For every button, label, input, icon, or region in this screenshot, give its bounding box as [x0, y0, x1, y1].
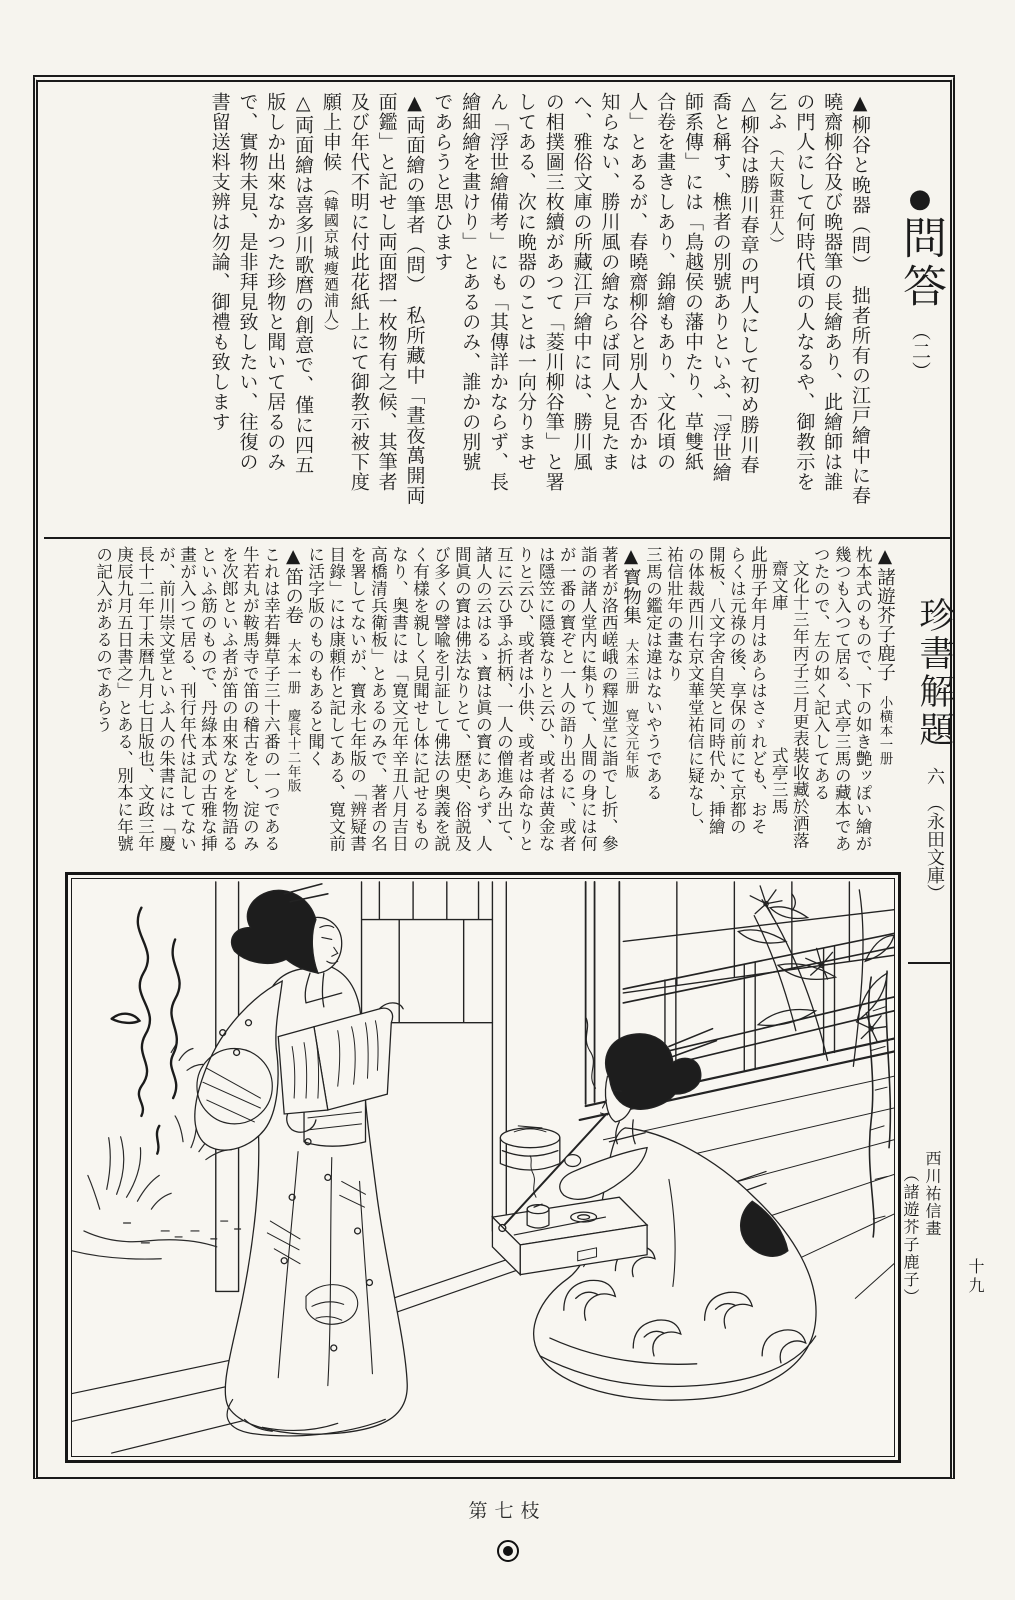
calligraphy-inscription [112, 908, 180, 1154]
text-column: 目錄」には康頼作と記してある、寛文前 [326, 546, 346, 852]
text-segment: 小横本一册 [876, 681, 893, 766]
text-segment: 珍書解題 [914, 597, 954, 749]
standing-woman-figure [195, 884, 407, 1436]
text-column: 繪細繪を畫けり」とあるのみ、誰かの別號 [459, 92, 482, 472]
text-column: く有樣を親しく見聞せし体に記せるもの [410, 546, 430, 852]
text-column: 幾つも入つて居る、式亭三馬の藏本であ [832, 546, 852, 852]
text-segment: 大本三册 寛文元年版 [622, 624, 639, 779]
text-column: に活字版のものもあると聞く [305, 546, 325, 767]
text-segment: 六 （永田文庫） [924, 749, 945, 902]
text-segment: 大本一册 慶長十二年版 [284, 624, 301, 793]
text-column: 書留送料支辨は勿論、御禮も致します [208, 92, 231, 432]
text-column: 喬と稱す、樵者の別號ありといふ、「浮世繪 [709, 92, 732, 483]
entry-title [874, 546, 896, 862]
text-segment: （大阪畫狂人） [767, 132, 786, 253]
text-column: 開板、八文字舍自笑と同時代か、挿繪 [706, 546, 726, 835]
text-column: であらうと思ひます [431, 92, 454, 272]
qa-section [44, 92, 952, 538]
text-column: といふ筋のもので、丹綠本式の古雅な挿 [198, 546, 218, 852]
text-segment: ▲笛の卷 [282, 546, 304, 625]
illustration-caption-artist: 西川祐信畫 [923, 1150, 942, 1238]
bibliography-header [898, 545, 952, 975]
section-divider-rule [44, 537, 952, 539]
header-underline-rule [908, 962, 950, 964]
text-column: 長十二年丁未曆九月七日版也、文政三年 [135, 546, 155, 852]
footer-title: 第七枝 [468, 1500, 547, 1522]
text-column: 互に云ひ爭ふ折柄、一人の僧進み出て、 [494, 546, 514, 852]
text-column [319, 92, 341, 538]
entry-title [620, 546, 642, 862]
text-column: ▲両面繪の筆者（問） 私所藏中「晝夜萬開両 [403, 92, 426, 506]
illustration-inner-border [71, 878, 895, 1457]
text-segment: 願上申候 [319, 92, 342, 172]
qa-section-title [895, 92, 946, 538]
text-column: を次郎といふ者が笛の由來などを物語る [219, 546, 239, 852]
text-column: 文化十三年丙子三月更表裝收藏於洒落 [790, 560, 810, 849]
bibliography-title [914, 545, 952, 975]
text-column: らくは元祿の後、享保の前にて京都の [727, 546, 747, 835]
woodblock-print-art [72, 879, 894, 1456]
text-column: で、實物未見、是非拜見致したい、往復の [236, 92, 259, 472]
text-column: 高橋清兵衛板」とあるのみで、著者の名 [368, 546, 388, 852]
kiseru-pipe [499, 1017, 606, 1232]
text-column: 知らない、勝川風の繪ならば同人と見たま [598, 92, 621, 472]
text-column: が、前川崇文堂といふ人の朱書には「慶 [156, 546, 176, 852]
text-column: 面鑑」と記せし両面摺一枚物有之候、其筆者 [375, 92, 398, 492]
text-column: ん「浮世繪備考」にも「其傳詳かならず、長 [487, 92, 510, 492]
text-column: 齋文庫 式亭三馬 [769, 560, 789, 815]
text-segment: ▲寳物集 [620, 546, 642, 625]
text-column: してある、次に晩器のことは一向分りませ [514, 92, 537, 472]
text-column: 合卷を畫きしあり、錦繪もあり、文化頃の [654, 92, 677, 472]
text-segment: 問答 [895, 215, 946, 311]
text-column: △両面繪は喜多川歌麿の創意で、僅に四五 [292, 92, 315, 475]
text-column: を署してないが、寳永七年版の「辨疑書 [347, 546, 367, 852]
woodblock-illustration [65, 872, 901, 1463]
page-number: 十九 [966, 1258, 985, 1296]
illustration-caption-work: （諸遊芥子鹿子） [901, 1166, 920, 1306]
target-mark-icon [497, 1540, 519, 1562]
text-column: 此册子年月はあらはさゞれども、おそ [748, 546, 768, 835]
text-column: 庚辰九月五日書之」とある、別本に年號 [114, 546, 134, 852]
text-column: の相撲圖三枚續があつて「菱川柳谷筆」と署 [542, 92, 565, 492]
text-column: 間眞の寳は佛法なりとて、歴史、俗説及 [452, 546, 472, 852]
text-column: の体裁西川右京文華堂祐信に疑なし、 [685, 546, 705, 835]
text-column: 詣の諸人堂内に集りて、人間の身には何 [578, 546, 598, 852]
text-column: 祐信壯年の畫なり [664, 546, 684, 682]
text-column: 三馬の鑑定は違はないやうである [643, 546, 663, 801]
text-column: 牛若丸が鞍馬寺で笛の稽古をし、淀のみ [240, 546, 260, 852]
text-column: ▲柳谷と晩器（問） 拙者所有の江戸繪中に春 [849, 92, 871, 506]
text-column: これは幸若舞草子三十六番の一つである [261, 546, 281, 852]
text-column: は隱笠に隱簑なりと云ひ、或者は黄金な [536, 546, 556, 852]
text-column: つたので、左の如く記入してある [811, 546, 831, 801]
text-column: 及び年代不明に付此花紙上にて御教示被下度 [347, 92, 370, 492]
illustration-caption [886, 1150, 944, 1440]
text-column: 人」とあるが、春曉齋柳谷と別人か否かは [626, 92, 649, 472]
text-column: △柳谷は勝川春章の門人にして初め勝川春 [737, 92, 760, 475]
text-segment: （韓國京城瘦廼浦人） [321, 172, 340, 341]
text-column: 版しか出來なかつた珍物と聞いて居るのみ [264, 92, 287, 472]
text-column: の記入があるのであらう [93, 546, 113, 733]
text-column: が一番の寳ぞと一人の語り出るに、或者 [557, 546, 577, 852]
text-column: 師系傳」には「鳥越侯の藩中たり、草雙紙 [681, 92, 704, 472]
text-column: び多くの譬喩を引証して佛法の奥義を説 [431, 546, 451, 852]
text-column: 著者が洛西嵯峨の釋迦堂に詣でし折、參 [599, 546, 619, 852]
text-segment: ● [905, 184, 935, 215]
text-column [765, 92, 787, 538]
bibliography-section [44, 546, 897, 862]
text-column: 曉齋柳谷及び晩器筆の長繪あり、此繪師は誰 [821, 92, 844, 492]
text-segment: ▲諸遊芥子鹿子 [874, 546, 896, 682]
entry-title [282, 546, 304, 862]
text-column: なり、奥書には「寛文元年辛丑八月吉日 [389, 546, 409, 852]
text-column: の門人にして何時代頃の人なるや、御教示を [793, 92, 816, 492]
text-column: へ、雅俗文庫の所藏江戸繪中には、勝川風 [570, 92, 593, 472]
text-column: りと云ひ、或者は小供、或者は命なりと [515, 546, 535, 852]
text-segment: 乞ふ [765, 92, 788, 132]
text-column: 諸人の云はるゝ寳は眞の寳にあらず、人 [473, 546, 493, 852]
text-column: 枕本式のもので、下の如き艶ッぽい繪が [853, 546, 873, 852]
text-segment: （二） [909, 311, 931, 382]
text-column: 畫が入つて居る、刊行年代は記してない [177, 546, 197, 852]
